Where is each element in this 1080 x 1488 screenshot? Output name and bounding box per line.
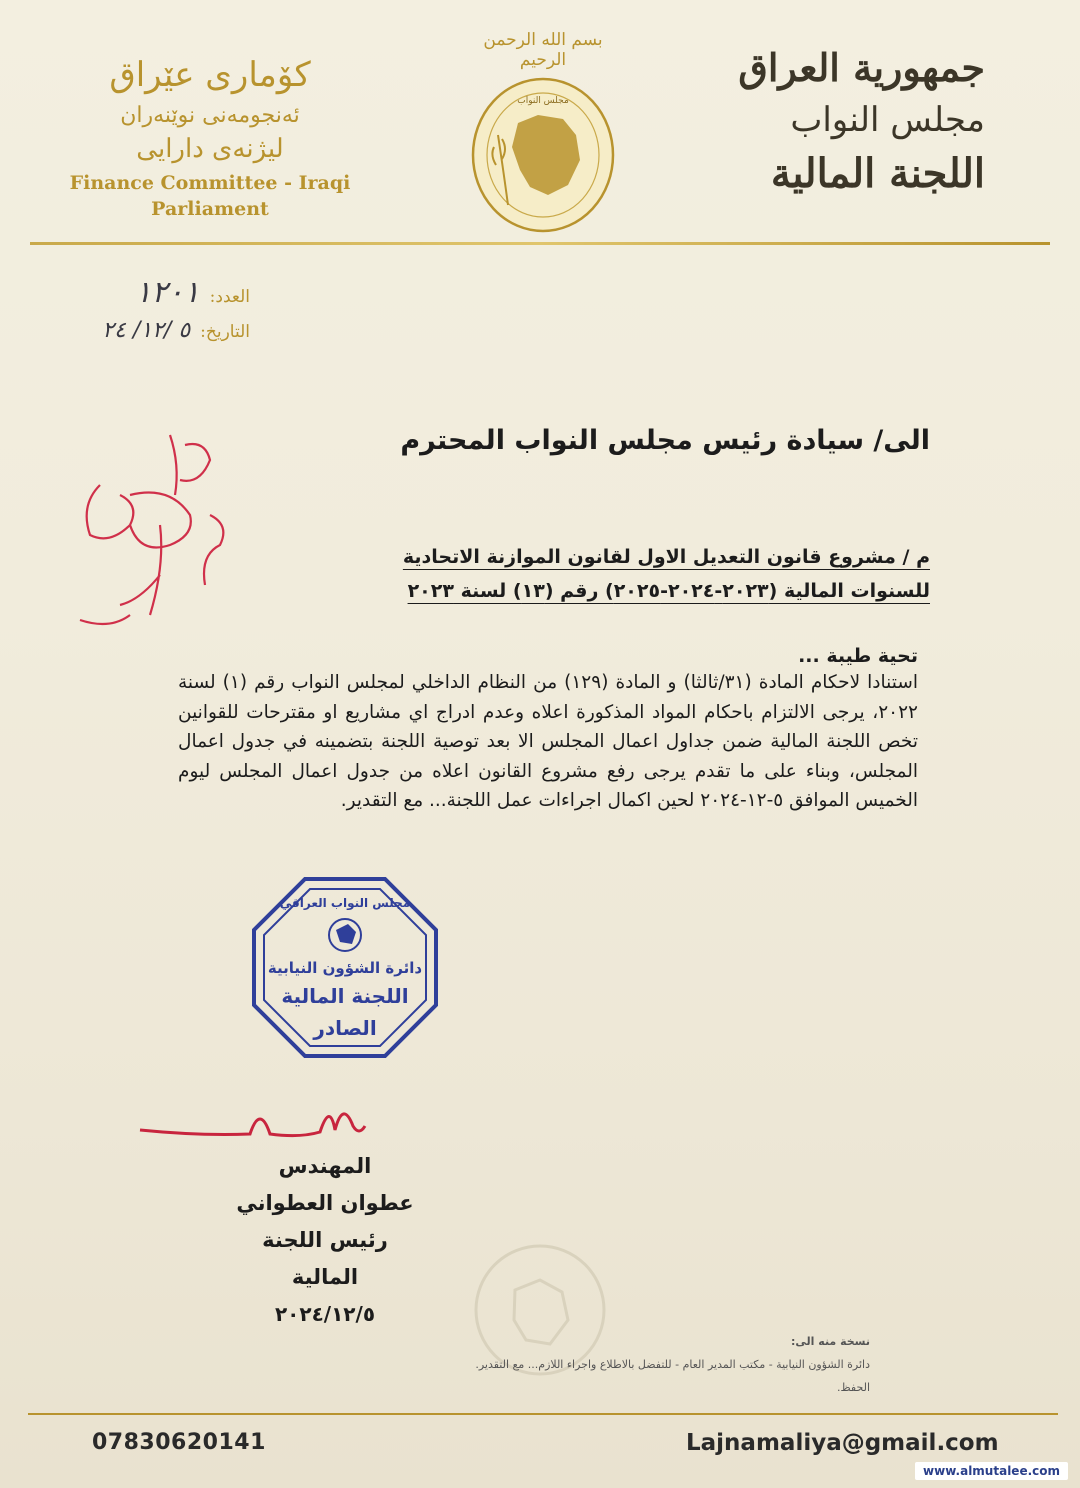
number-label: العدد: <box>209 287 250 307</box>
letter-body <box>178 668 918 816</box>
committee-title: اللجنة المالية <box>770 150 985 197</box>
signatory-title: المهندس <box>278 1154 372 1178</box>
signatory-name: عطوان العطواني <box>236 1191 414 1215</box>
copy-item: دائرة الشؤون النيابية - مكتب المدير العام - للتفضل بالاطلاع واجراء اللازم... مع التقدير. <box>475 1358 870 1371</box>
addressee: الى/ سيادة رئيس مجلس النواب المحترم <box>400 425 930 456</box>
signatory-date: ٢٠٢٤/١٢/٥ <box>274 1302 376 1326</box>
date-label: التاريخ: <box>200 322 250 342</box>
reference-number: ١٢٠١ <box>135 275 200 310</box>
parliament-emblem-icon <box>468 75 618 235</box>
footer-divider <box>28 1413 1058 1415</box>
stamp-line-1: دائرة الشؤون النيابية <box>267 959 423 977</box>
stamp-line-3: الصادر <box>313 1016 377 1040</box>
signature <box>140 1095 370 1155</box>
handwritten-annotation <box>60 425 260 645</box>
reference-date: ٥ /١٢/ ٢٤ <box>102 318 191 343</box>
parliament-title: مجلس النواب <box>790 100 985 140</box>
signatory-position: رئيس اللجنة المالية <box>262 1228 388 1289</box>
emblem-caption: مجلس النواب <box>517 96 569 106</box>
kurdish-subtitle: ئەنجومەنی نوێنەران <box>120 103 300 128</box>
footer-email: Lajnamaliya@gmail.com <box>686 1430 999 1456</box>
footer-phone: 07830620141 <box>92 1430 266 1455</box>
subject-line-2: للسنوات المالية (٢٠٢٣-٢٠٢٤-٢٠٢٥) رقم (١٣) لسنة ٢٠٢٣ <box>407 580 930 602</box>
official-stamp <box>250 875 440 1060</box>
header-divider <box>30 242 1050 245</box>
english-committee-name: Finance Committee - Iraqi Parliament <box>69 172 351 220</box>
reference-block <box>40 275 250 351</box>
signatory-block <box>230 1148 420 1333</box>
copy-item: الحفظ. <box>836 1381 870 1394</box>
subject-line-1: م / مشروع قانون التعديل الاول لقانون الموازنة الاتحادية <box>402 546 930 568</box>
subject <box>370 540 930 608</box>
kurdish-committee: لیژنەی دارایی <box>136 134 284 164</box>
body-paragraph: استنادا لاحكام المادة (٣١/ثالثا) و المادة (١٢٩) من النظام الداخلي لمجلس النواب رقم (١) لسنة ٢٠٢٢، يرجى الالتزام باحكام المواد المذكورة اعلاه وعدم ادراج اي مشاريع او مقترحات للقوانين تخص اللجنة المالية ضمن جداول اعمال المجلس الا بعد توصية اللجنة بتضمينه في جدول اعمال المجلس، وبناء على ما تقدم يرجى رفع مشروع القانون اعلاه من جدول اعمال المجلس ليوم الخميس الموافق ٥-١٢-٢٠٢٤ لحين اكمال اجراءات عمل اللجنة... مع التقدير. <box>178 672 918 811</box>
letterhead-kurdish <box>60 55 360 222</box>
stamp-line-2: اللجنة المالية <box>281 984 409 1008</box>
copies-block <box>210 1330 870 1399</box>
stamp-top-text: مجلس النواب العراقي <box>279 896 411 910</box>
watermark: www.almutalee.com <box>915 1462 1068 1480</box>
kurdish-title: کۆماری عێراق <box>109 55 311 95</box>
basmala: بسم الله الرحمن الرحيم <box>483 30 603 70</box>
letterhead-arabic <box>725 45 985 197</box>
republic-title: جمهورية العراق <box>738 45 985 90</box>
copies-title: نسخة منه الى: <box>791 1335 870 1348</box>
greeting: تحية طيبة ... <box>798 645 918 667</box>
